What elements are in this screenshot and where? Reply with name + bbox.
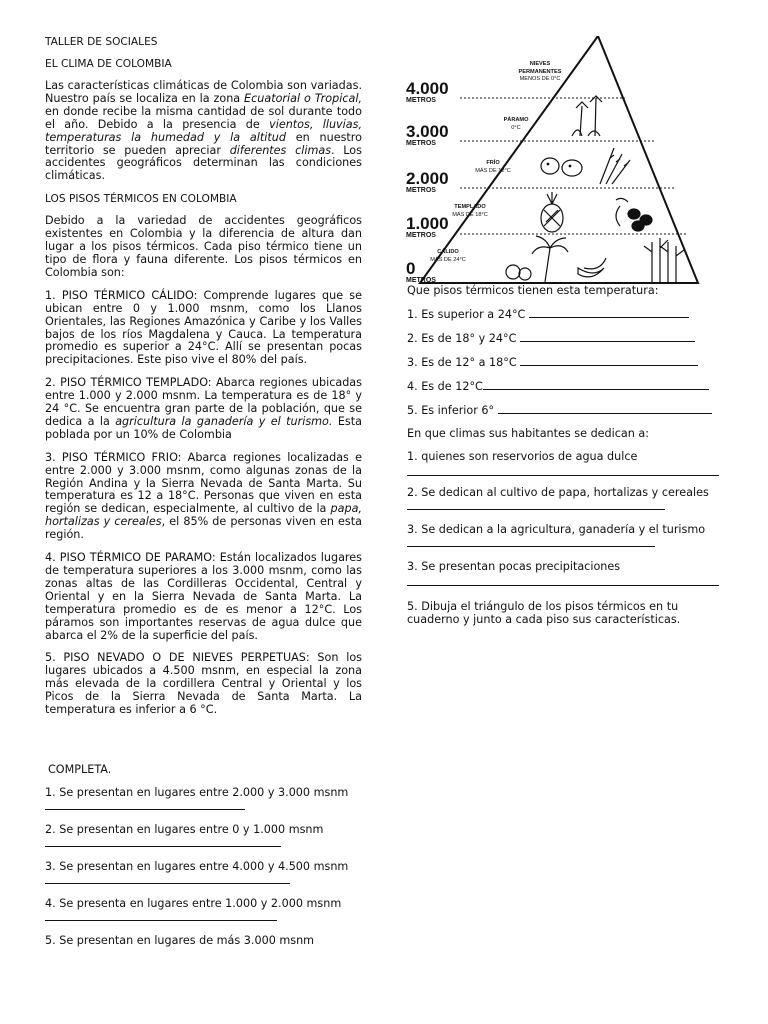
intro-text: en nuestro territorio se pueden apreciar bbox=[45, 130, 362, 157]
zone-name: PÁRAMO bbox=[503, 117, 529, 123]
answer-line[interactable] bbox=[45, 910, 277, 921]
coffee-icon bbox=[616, 198, 652, 231]
intro-text: . Los accidentes geográficos determinan las condiciones climáticas. bbox=[45, 143, 362, 183]
answer-line[interactable] bbox=[407, 499, 665, 510]
potato-icon bbox=[541, 158, 582, 176]
zone-temp: MENOS DE 0°C bbox=[519, 76, 561, 82]
question-text: 3. Es de 12° a 18°C bbox=[407, 356, 517, 369]
altitude-number: 2.000 bbox=[406, 169, 449, 188]
zone-name: FRÍO bbox=[486, 160, 500, 166]
question-text: 1. Es superior a 24°C bbox=[407, 308, 526, 321]
altitude-unit: METROS bbox=[406, 232, 436, 239]
answer-line[interactable] bbox=[45, 799, 245, 810]
answer-line[interactable] bbox=[407, 463, 719, 476]
intro-text: Ecuatorial o Tropical, bbox=[244, 91, 362, 105]
completa-item bbox=[45, 860, 362, 887]
intro-paragraph bbox=[45, 80, 362, 183]
floor-lines bbox=[460, 98, 686, 234]
right-column bbox=[407, 284, 722, 636]
paragraph-text: papa, hortalizas y cereales bbox=[45, 502, 362, 529]
temperature-question bbox=[407, 331, 722, 345]
zone-name: NIEVES bbox=[529, 61, 551, 67]
altitude-number: 4.000 bbox=[406, 79, 449, 98]
activity-question bbox=[407, 523, 722, 550]
altitude-unit: METROS bbox=[406, 187, 436, 194]
altitude-unit: METROS bbox=[406, 97, 436, 104]
zone-temp: MÁS DE 12°C bbox=[475, 168, 511, 174]
zone-temp: 0°C bbox=[511, 125, 521, 131]
worksheet-subtitle: EL CLIMA DE COLOMBIA bbox=[45, 58, 172, 70]
altitude-unit: METROS bbox=[406, 140, 436, 147]
altitude-unit: METROS bbox=[406, 277, 436, 284]
piso-paramo-paragraph: 4. PISO TÉRMICO DE PARAMO: Están localizados lugares de temperatura superiores a los 3.000 msnm, como las zonas altas de las Cordilleras Occidental, Central y Oriental y en la Sierra Nevada de Santa Marta. La temperatura promedio es de es menor a 12°C. Los páramos son importantes reservas de agua dulce que abarca el 2% de la superficie del país. bbox=[45, 551, 362, 642]
temperature-question bbox=[407, 355, 722, 369]
answer-line[interactable] bbox=[520, 331, 695, 342]
wheat-icon bbox=[600, 148, 630, 184]
zone-temp: MÁS DE 18°C bbox=[452, 212, 488, 218]
paragraph-text: Esta poblada por un 10% de Colombia bbox=[45, 414, 362, 441]
zone-name: PERMANENTES bbox=[518, 69, 562, 75]
answer-line[interactable] bbox=[498, 403, 712, 414]
paragraph-text: 2. PISO TÉRMICO TEMPLADO: Abarca regiones ubicadas entre 1.000 y 2.000 msnm. La temperatura es de 18° y 24 °C. Se encuentra gran parte de la población, que se dedica a la bbox=[45, 376, 362, 428]
intro-text: diferentes climas bbox=[229, 143, 332, 157]
paragraph-text: agricultura la ganadería y el turismo. bbox=[115, 414, 333, 428]
completa-text: 2. Se presentan en lugares entre 0 y 1.000 msnm bbox=[45, 822, 324, 836]
sugarcane-icon bbox=[644, 238, 684, 282]
paragraph-text: , el 85% de personas viven en esta región. bbox=[45, 515, 362, 542]
question-text: 2. Es de 18° y 24°C bbox=[407, 332, 517, 345]
temperature-question bbox=[407, 403, 722, 417]
answer-line[interactable] bbox=[407, 573, 719, 586]
temperature-question bbox=[407, 379, 722, 393]
answer-line[interactable] bbox=[520, 355, 698, 366]
question-text: 2. Se dedican al cultivo de papa, hortalizas y cereales bbox=[407, 486, 709, 499]
piso-templado-paragraph bbox=[45, 377, 362, 442]
question-text: 5. Es inferior 6° bbox=[407, 404, 495, 417]
thermal-floors-pyramid bbox=[400, 36, 700, 288]
completa-text: 1. Se presentan en lugares entre 2.000 y 3.000 msnm bbox=[45, 785, 349, 799]
answer-line[interactable] bbox=[45, 836, 281, 847]
intro-text: vientos, lluvias, temperaturas la humedad y la altitud bbox=[45, 117, 363, 144]
question-text: 3. Se presentan pocas precipitaciones bbox=[407, 560, 621, 573]
question-text: 4. Es de 12°C bbox=[407, 380, 483, 393]
answer-line[interactable] bbox=[529, 307, 689, 318]
section-intro: Debido a la variedad de accidentes geográficos existentes en Colombia y la diferencia de altura dan lugar a los pisos térmicos. Cada piso térmico tiene un tipo de flora y fauna diferente. Los pisos térmicos en Colombia son: bbox=[45, 214, 362, 279]
piso-calido-paragraph: 1. PISO TÉRMICO CÁLIDO: Comprende lugares que se ubican entre 0 y 1.000 msnm, como los Llanos Orientales, las Regiones Amazónica y Caribe y los Valles bajos de los ríos Magdalena y Cauca. La temperatura promedio es superior a 24°C. Allí se presentan pocas precipitaciones. Este piso vive el 80% del país. bbox=[45, 288, 362, 367]
altitude-number: 3.000 bbox=[406, 122, 449, 141]
palm-tree-icon bbox=[532, 236, 568, 282]
completa-item bbox=[45, 934, 362, 947]
temperature-question bbox=[407, 307, 722, 321]
zone-name: TEMPLADO bbox=[454, 204, 486, 210]
question-1-title: Que pisos térmicos tienen esta temperatura: bbox=[407, 284, 659, 297]
completa-title: COMPLETA. bbox=[48, 762, 112, 776]
answer-line[interactable] bbox=[407, 536, 655, 547]
completa-item bbox=[45, 897, 362, 924]
zone-temp: MÁS DE 24°C bbox=[430, 257, 466, 263]
piso-nevado-paragraph: 5. PISO NEVADO O DE NIEVES PERPETUAS: Son los lugares ubicados a 4.500 msnm, en especial la zona más elevada de la cordillera Central y Oriental y los Picos de la Sierra Nevada de Santa Marta. La temperatura es inferior a 6 °C. bbox=[45, 651, 362, 717]
section-title: LOS PISOS TÉRMICOS EN COLOMBIA bbox=[45, 193, 237, 206]
altitude-number: 0 bbox=[406, 259, 416, 278]
completa-text: 5. Se presentan en lugares de más 3.000 msnm bbox=[45, 933, 315, 947]
zone-name: CÁLIDO bbox=[437, 249, 459, 255]
altitude-number: 1.000 bbox=[406, 214, 449, 233]
left-column bbox=[45, 36, 362, 957]
orange-icon bbox=[506, 265, 531, 280]
intro-text: en donde recibe la misma cantidad de sol durante todo el año. Debido a la presencia de bbox=[45, 104, 362, 131]
activity-question bbox=[407, 450, 722, 476]
activity-question bbox=[407, 560, 722, 586]
pineapple-icon bbox=[541, 192, 563, 232]
completa-text: 4. Se presenta en lugares entre 1.000 y 2.000 msnm bbox=[45, 896, 342, 910]
answer-line[interactable] bbox=[45, 873, 290, 884]
question-text: 3. Se dedican a la agricultura, ganadería y el turismo bbox=[407, 523, 706, 536]
activity-question bbox=[407, 486, 722, 513]
banana-icon bbox=[578, 258, 606, 277]
question-2-title: En que climas sus habitantes se dedican a: bbox=[407, 427, 650, 440]
question-text: 1. quienes son reservorios de agua dulce bbox=[407, 450, 638, 463]
completa-item bbox=[45, 823, 362, 850]
worksheet-title: TALLER DE SOCIALES bbox=[45, 36, 158, 48]
frailejon-plant-icon bbox=[572, 96, 602, 136]
draw-instruction: 5. Dibuja el triángulo de los pisos térmicos en tu cuaderno y junto a cada piso sus características. bbox=[407, 600, 681, 626]
piso-frio-paragraph bbox=[45, 452, 362, 542]
completa-text: 3. Se presentan en lugares entre 4.000 y 4.500 msnm bbox=[45, 859, 349, 873]
completa-item bbox=[45, 786, 362, 813]
intro-text: Las características climáticas de Colombia son variadas. Nuestro país se localiza en la zona bbox=[45, 79, 362, 105]
answer-line[interactable] bbox=[483, 379, 709, 390]
paragraph-text: 3. PISO TÉRMICO FRIO: Abarca regiones localizadas e entre 2.000 y 3.000 msnm, como algunas zonas de la Región Andina y la Sierra Nevada de Santa Marta. Su temperatura es 12 a 18°C. Personas que viven en esta región se dedican, especialmente, al cultivo de la bbox=[45, 450, 362, 516]
